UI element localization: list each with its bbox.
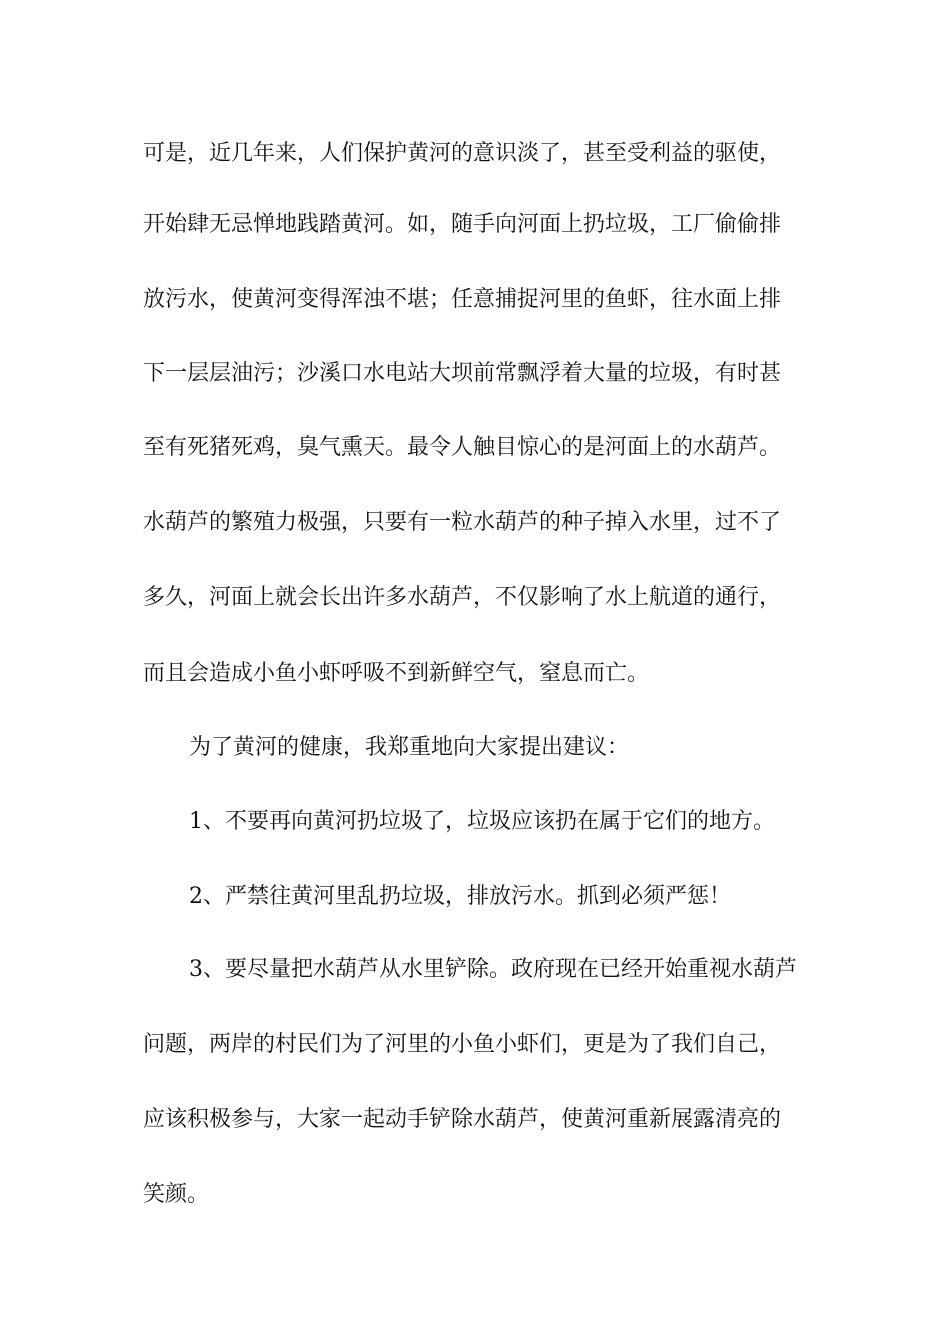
text-line: 水葫芦的繁殖力极强，只要有一粒水葫芦的种子掉入水里，过不了: [143, 510, 782, 535]
text-line: 至有死猪死鸡，臭气熏天。最令人触目惊心的是河面上的水葫芦。: [143, 435, 782, 460]
text-line: 2、严禁往黄河里乱扔垃圾，排放污水。抓到必须严惩！: [189, 884, 731, 909]
text-line: 为了黄河的健康，我郑重地向大家提出建议：: [189, 735, 630, 760]
text-line: 问题，两岸的村民们为了河里的小鱼小虾们，更是为了我们自己，: [143, 1032, 782, 1057]
text-line: 多久，河面上就会长出许多水葫芦，不仅影响了水上航道的通行，: [143, 585, 782, 610]
text-line: 下一层层油污；沙溪口水电站大坝前常飘浮着大量的垃圾，有时甚: [143, 361, 782, 386]
text-line: 3、要尽量把水葫芦从水里铲除。政府现在已经开始重视水葫芦: [189, 957, 797, 982]
text-line: 开始肆无忌惮地践踏黄河。如，随手向河面上扔垃圾，工厂偷偷排: [143, 212, 782, 237]
text-line: 应该积极参与，大家一起动手铲除水葫芦，使黄河重新展露清亮的: [143, 1107, 782, 1132]
text-line: 放污水，使黄河变得浑浊不堪；任意捕捉河里的鱼虾，往水面上排: [143, 287, 782, 312]
text-line: 笑颜。: [143, 1182, 210, 1207]
text-line: 1、不要再向黄河扔垃圾了，垃圾应该扔在属于它们的地方。: [189, 809, 775, 834]
text-line: 可是，近几年来，人们保护黄河的意识淡了，甚至受利益的驱使，: [143, 141, 782, 166]
text-line: 而且会造成小鱼小虾呼吸不到新鲜空气，窒息而亡。: [143, 661, 650, 686]
